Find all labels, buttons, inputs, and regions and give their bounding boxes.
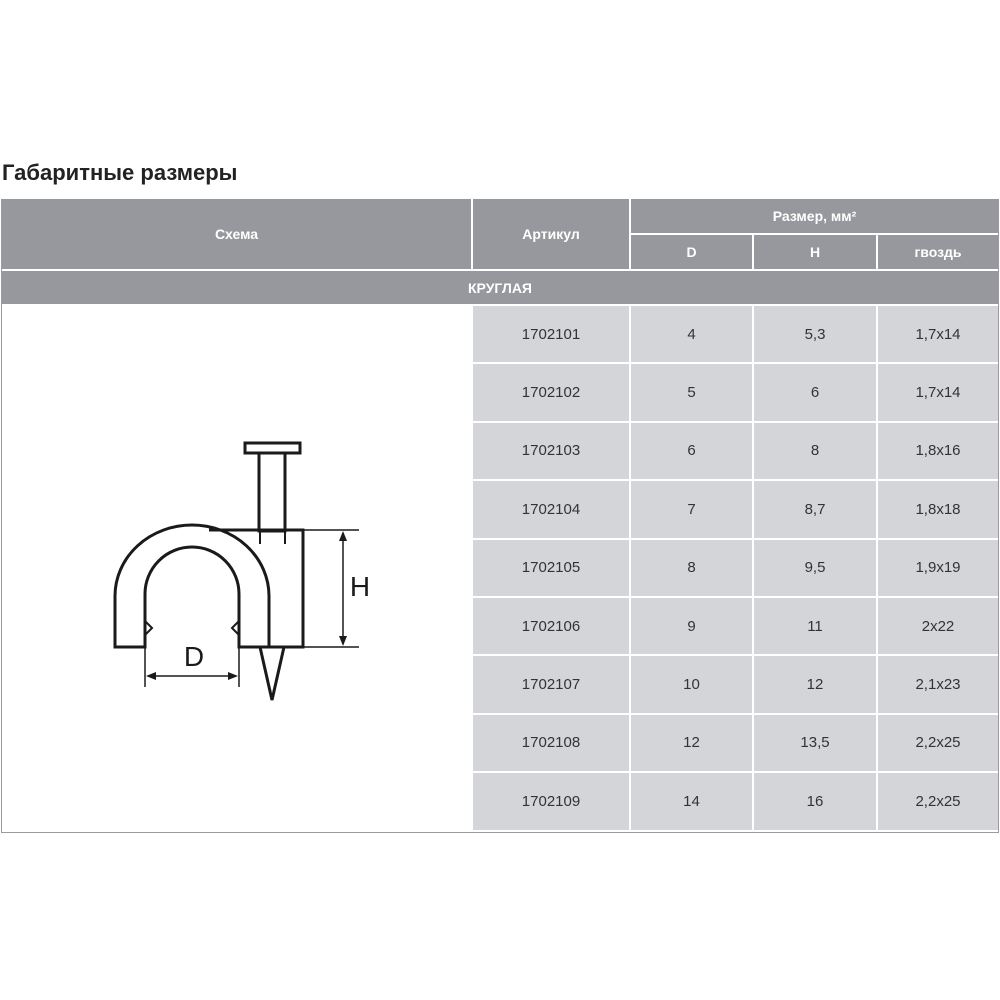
d-arrow-left [146, 672, 156, 680]
cell-d: 7 [631, 481, 752, 537]
section-round: КРУГЛАЯ [2, 271, 998, 304]
cell-h: 8 [754, 423, 876, 479]
cell-article: 1702103 [473, 423, 629, 479]
cell-h: 6 [754, 364, 876, 420]
cell-d: 4 [631, 306, 752, 362]
cell-h: 13,5 [754, 715, 876, 771]
cell-d: 10 [631, 656, 752, 712]
nail-tip [260, 647, 284, 700]
cell-nail: 1,8x16 [878, 423, 998, 479]
header-size: Размер, мм² [631, 199, 998, 233]
cable-clip-diagram [2, 304, 472, 832]
page-title: Габаритные размеры [2, 160, 238, 185]
header-scheme: Схема [2, 199, 471, 269]
cell-h: 12 [754, 656, 876, 712]
h-arrow-top [339, 531, 347, 541]
cell-h: 9,5 [754, 540, 876, 596]
header-d: D [631, 235, 752, 269]
cell-d: 14 [631, 773, 752, 829]
cell-nail: 2,2x25 [878, 773, 998, 829]
nail-shank [259, 453, 285, 531]
dimensions-table [1, 199, 999, 833]
h-label: H [349, 571, 371, 602]
cell-d: 9 [631, 598, 752, 654]
cell-d: 12 [631, 715, 752, 771]
cell-nail: 1,7x14 [878, 364, 998, 420]
cell-d: 8 [631, 540, 752, 596]
cell-nail: 1,8x18 [878, 481, 998, 537]
cell-nail: 2,1x23 [878, 656, 998, 712]
cell-article: 1702106 [473, 598, 629, 654]
header-article: Артикул [473, 199, 629, 269]
cell-nail: 2,2x25 [878, 715, 998, 771]
header-h: H [754, 235, 876, 269]
cell-article: 1702109 [473, 773, 629, 829]
cell-h: 11 [754, 598, 876, 654]
cell-h: 8,7 [754, 481, 876, 537]
header-nail: гвоздь [878, 235, 998, 269]
cell-nail: 2x22 [878, 598, 998, 654]
cell-d: 5 [631, 364, 752, 420]
d-label: D [183, 641, 205, 672]
cell-h: 5,3 [754, 306, 876, 362]
cell-article: 1702101 [473, 306, 629, 362]
scheme-cell [2, 304, 472, 832]
cell-article: 1702108 [473, 715, 629, 771]
cell-article: 1702102 [473, 364, 629, 420]
cell-article: 1702104 [473, 481, 629, 537]
h-arrow-bottom [339, 636, 347, 646]
cell-nail: 1,7x14 [878, 306, 998, 362]
cell-h: 16 [754, 773, 876, 829]
cell-d: 6 [631, 423, 752, 479]
d-arrow-right [228, 672, 238, 680]
cell-article: 1702107 [473, 656, 629, 712]
clip-arch [115, 525, 269, 647]
cell-nail: 1,9x19 [878, 540, 998, 596]
cell-article: 1702105 [473, 540, 629, 596]
